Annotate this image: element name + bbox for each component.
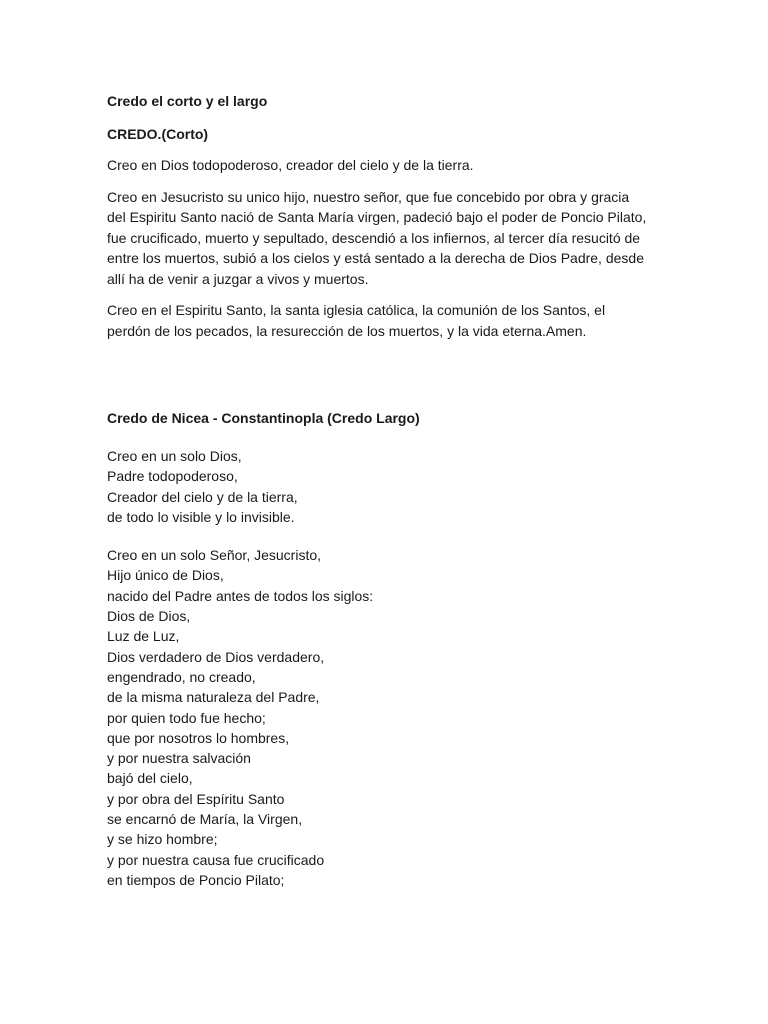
- verse-line: y por obra del Espíritu Santo: [107, 790, 285, 807]
- verse-line: Creador del cielo y de la tierra,: [107, 488, 298, 505]
- long-creed-stanza-2: [107, 545, 647, 890]
- verse-line: por quien todo fue hecho;: [107, 709, 266, 726]
- verse-line: Creo en un solo Señor, Jesucristo,: [107, 547, 322, 564]
- short-creed-paragraph: Creo en Jesucristo su unico hijo, nuestro señor, que fue concebido por obra y gracia del Espiritu Santo nació de Santa María virgen, padeció bajo el poder de Poncio Pilato, fue crucificado, muerto y sepultado, descendió a los infiernos, al tercer día resucitó de entre los muertos, subió a los cielos y está sentado a la derecha de Dios Padre, desde allí ha de venir a juzgar a vivos y muertos.: [107, 188, 647, 287]
- long-creed-stanza-1: [107, 446, 647, 527]
- verse-line: engendrado, no creado,: [107, 668, 256, 685]
- verse-line: y se hizo hombre;: [107, 831, 218, 848]
- short-creed-heading: CREDO.(Corto): [107, 126, 209, 142]
- document-title: Credo el corto y el largo: [107, 93, 268, 109]
- verse-line: en tiempos de Poncio Pilato;: [107, 871, 285, 888]
- verse-line: y por nuestra causa fue crucificado: [107, 851, 325, 868]
- short-creed-paragraph: Creo en Dios todopoderoso, creador del cielo y de la tierra.: [107, 157, 474, 173]
- verse-line: Luz de Luz,: [107, 628, 180, 645]
- verse-line: Dios verdadero de Dios verdadero,: [107, 648, 325, 665]
- verse-line: Hijo único de Dios,: [107, 567, 224, 584]
- verse-line: Dios de Dios,: [107, 608, 191, 625]
- document-page: [107, 91, 647, 890]
- short-creed-paragraph: Creo en el Espiritu Santo, la santa iglesia católica, la comunión de los Santos, el perdón de los pecados, la resurección de los muertos, y la vida eterna.Amen.: [107, 302, 606, 339]
- verse-line: nacido del Padre antes de todos los siglos:: [107, 587, 374, 604]
- verse-line: Padre todopoderoso,: [107, 468, 238, 485]
- verse-line: bajó del cielo,: [107, 770, 193, 787]
- verse-line: de todo lo visible y lo invisible.: [107, 508, 295, 525]
- verse-line: se encarnó de María, la Virgen,: [107, 811, 303, 828]
- long-creed-heading: Credo de Nicea - Constantinopla (Credo Largo): [107, 410, 420, 426]
- verse-line: de la misma naturaleza del Padre,: [107, 689, 320, 706]
- verse-line: Creo en un solo Dios,: [107, 448, 242, 464]
- verse-line: que por nosotros lo hombres,: [107, 729, 290, 746]
- verse-line: y por nuestra salvación: [107, 750, 251, 767]
